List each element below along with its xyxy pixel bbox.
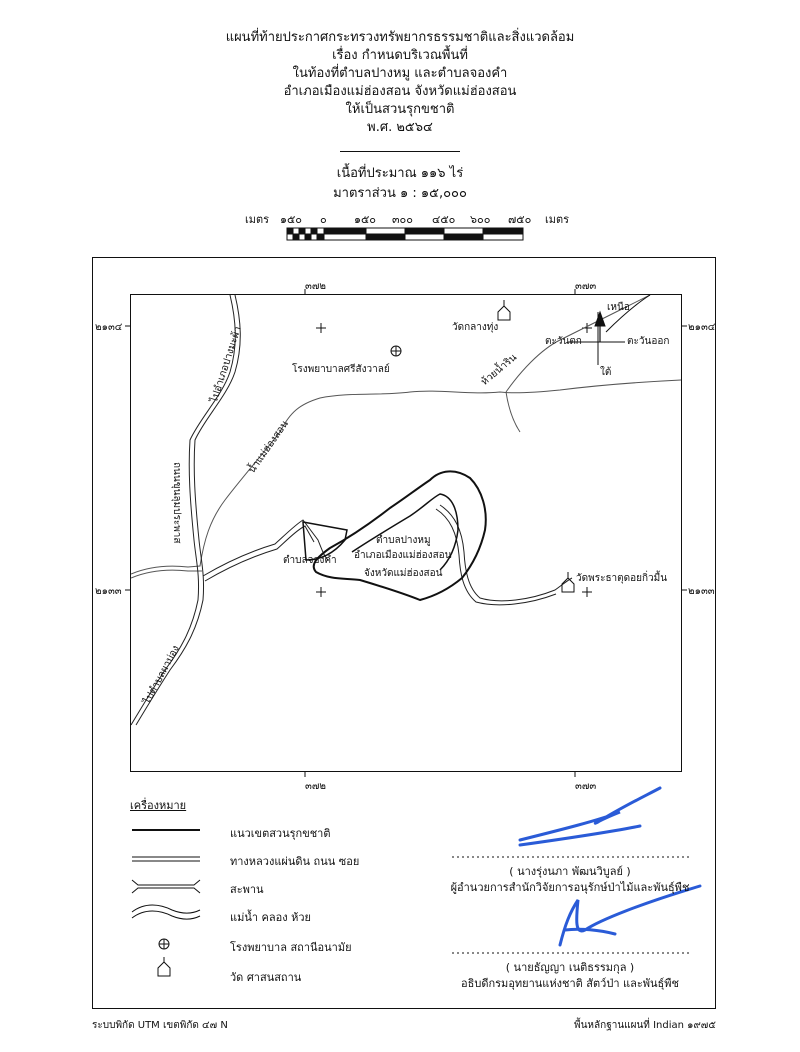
label-river: น้ำแม่ฮ่องสอน [246,418,291,476]
temple-symbol-icon [562,572,574,592]
scalebar-unit-right: เมตร [545,213,570,226]
header-line-4: อำเภอเมืองแม่ฮ่องสอน จังหวัดแม่ฮ่องสอน [283,84,517,99]
legend-item: วัด ศาสนสถาน [230,971,302,984]
scalebar-tick-label: ๓๐๐ [392,213,413,226]
legend-item: สะพาน [230,883,264,896]
header-line-5: ให้เป็นสวนรุกขชาติ [345,102,455,117]
legend-item: ทางหลวงแผ่นดิน ถนน ซอย [230,855,360,868]
compass-west-label: ตะวันตก [545,336,582,347]
grid-x-label: ๓๗๓ [575,281,597,292]
scalebar-tick-label: ๑๕๐ [280,213,303,226]
grid-y-label: ๒๑๓๔ [688,322,716,333]
scalebar-tick-label: ๖๐๐ [470,213,491,226]
legend-title: เครื่องหมาย [130,799,187,812]
grid-x-label: ๓๗๓ [575,781,597,792]
scalebar-tick-label: ๔๕๐ [432,213,456,226]
scalebar-unit-left: เมตร [245,213,270,226]
scalebar-tick-label: ๐ [320,213,327,226]
grid-y-label: ๒๑๓๓ [688,586,715,597]
compass-south-label: ใต้ [600,367,612,378]
label-area-line2: อำเภอเมืองแม่ฮ่องสอน [354,550,452,561]
compass-north-label: เหนือ [607,302,630,313]
header-line-2: เรื่อง กำหนดบริเวณพื้นที่ [332,48,468,63]
signatory-2-title: อธิบดีกรมอุทยานแห่งชาติ สัตว์ป่า และพันธุ์พืช [461,977,679,990]
label-road-to-pha-bong: ไปตำบลผาบ่อง [141,643,182,707]
header-line-1: แผนที่ท้ายประกาศกระทรวงทรัพยากรธรรมชาติและสิ่งแวดล้อม [225,30,575,45]
label-area-line1: ตำบลปางหมู [376,535,431,546]
scale-text: มาตราส่วน ๑ : ๑๕,๐๐๐ [333,186,467,201]
scalebar-tick-label: ๗๕๐ [508,213,532,226]
label-road-to-muang: ไปอำเภอปางมะผ้า [208,325,244,405]
label-temple-north: วัดกลางทุ่ง [452,322,499,333]
label-road-khunlum: ถนนขุนลุมประพาส [171,462,182,544]
header-line-6: พ.ศ. ๒๕๖๔ [367,120,433,135]
temple-symbol-icon [498,300,510,320]
road-to-temple-east [436,505,572,605]
label-hospital: โรงพยาบาลศรีสังวาลย์ [292,364,390,375]
hospital-symbol-icon [391,346,401,356]
legend-item: แนวเขตสวนรุกขชาติ [230,827,331,840]
road-to-area [203,520,328,581]
area-text: เนื้อที่ประมาณ ๑๑๖ ไร่ [336,166,464,181]
scalebar-tick-label: ๑๕๐ [354,213,377,226]
legend-item: โรงพยาบาล สถานีอนามัย [230,941,352,954]
label-area-line3: จังหวัดแม่ฮ่องสอน [364,568,443,579]
label-tambon-jongkham: ตำบลจองคำ [283,555,337,566]
header-line-3: ในท้องที่ตำบลปางหมู และตำบลจองคำ [292,66,508,81]
grid-y-label: ๒๑๓๓ [95,586,122,597]
grid-x-label: ๓๗๒ [305,281,326,292]
grid-x-label: ๓๗๒ [305,781,326,792]
footer-datum: พื้นหลักฐานแผนที่ Indian ๑๙๗๕ [574,1020,716,1031]
grid-y-label: ๒๑๓๔ [95,322,123,333]
signatory-1-title: ผู้อำนวยการสำนักวิจัยการอนุรักษ์ป่าไม้และพันธุ์พืช [450,881,690,894]
legend-item: แม่น้ำ คลอง ห้วย [230,911,311,924]
signatory-2-name: ( นายธัญญา เนติธรรมกุล ) [505,961,635,974]
label-stream: ห้วยน้ำริน [479,352,520,388]
label-temple-east: วัดพระธาตุดอยกิ่วมื้น [576,573,668,584]
footer-coordinate-system: ระบบพิกัด UTM เขตพิกัด ๔๗ N [92,1020,228,1031]
signatory-1-name: ( นางรุ่งนภา พัฒนวิบูลย์ ) [509,865,631,878]
compass-east-label: ตะวันออก [627,336,670,347]
north-arrow-icon [595,312,605,342]
